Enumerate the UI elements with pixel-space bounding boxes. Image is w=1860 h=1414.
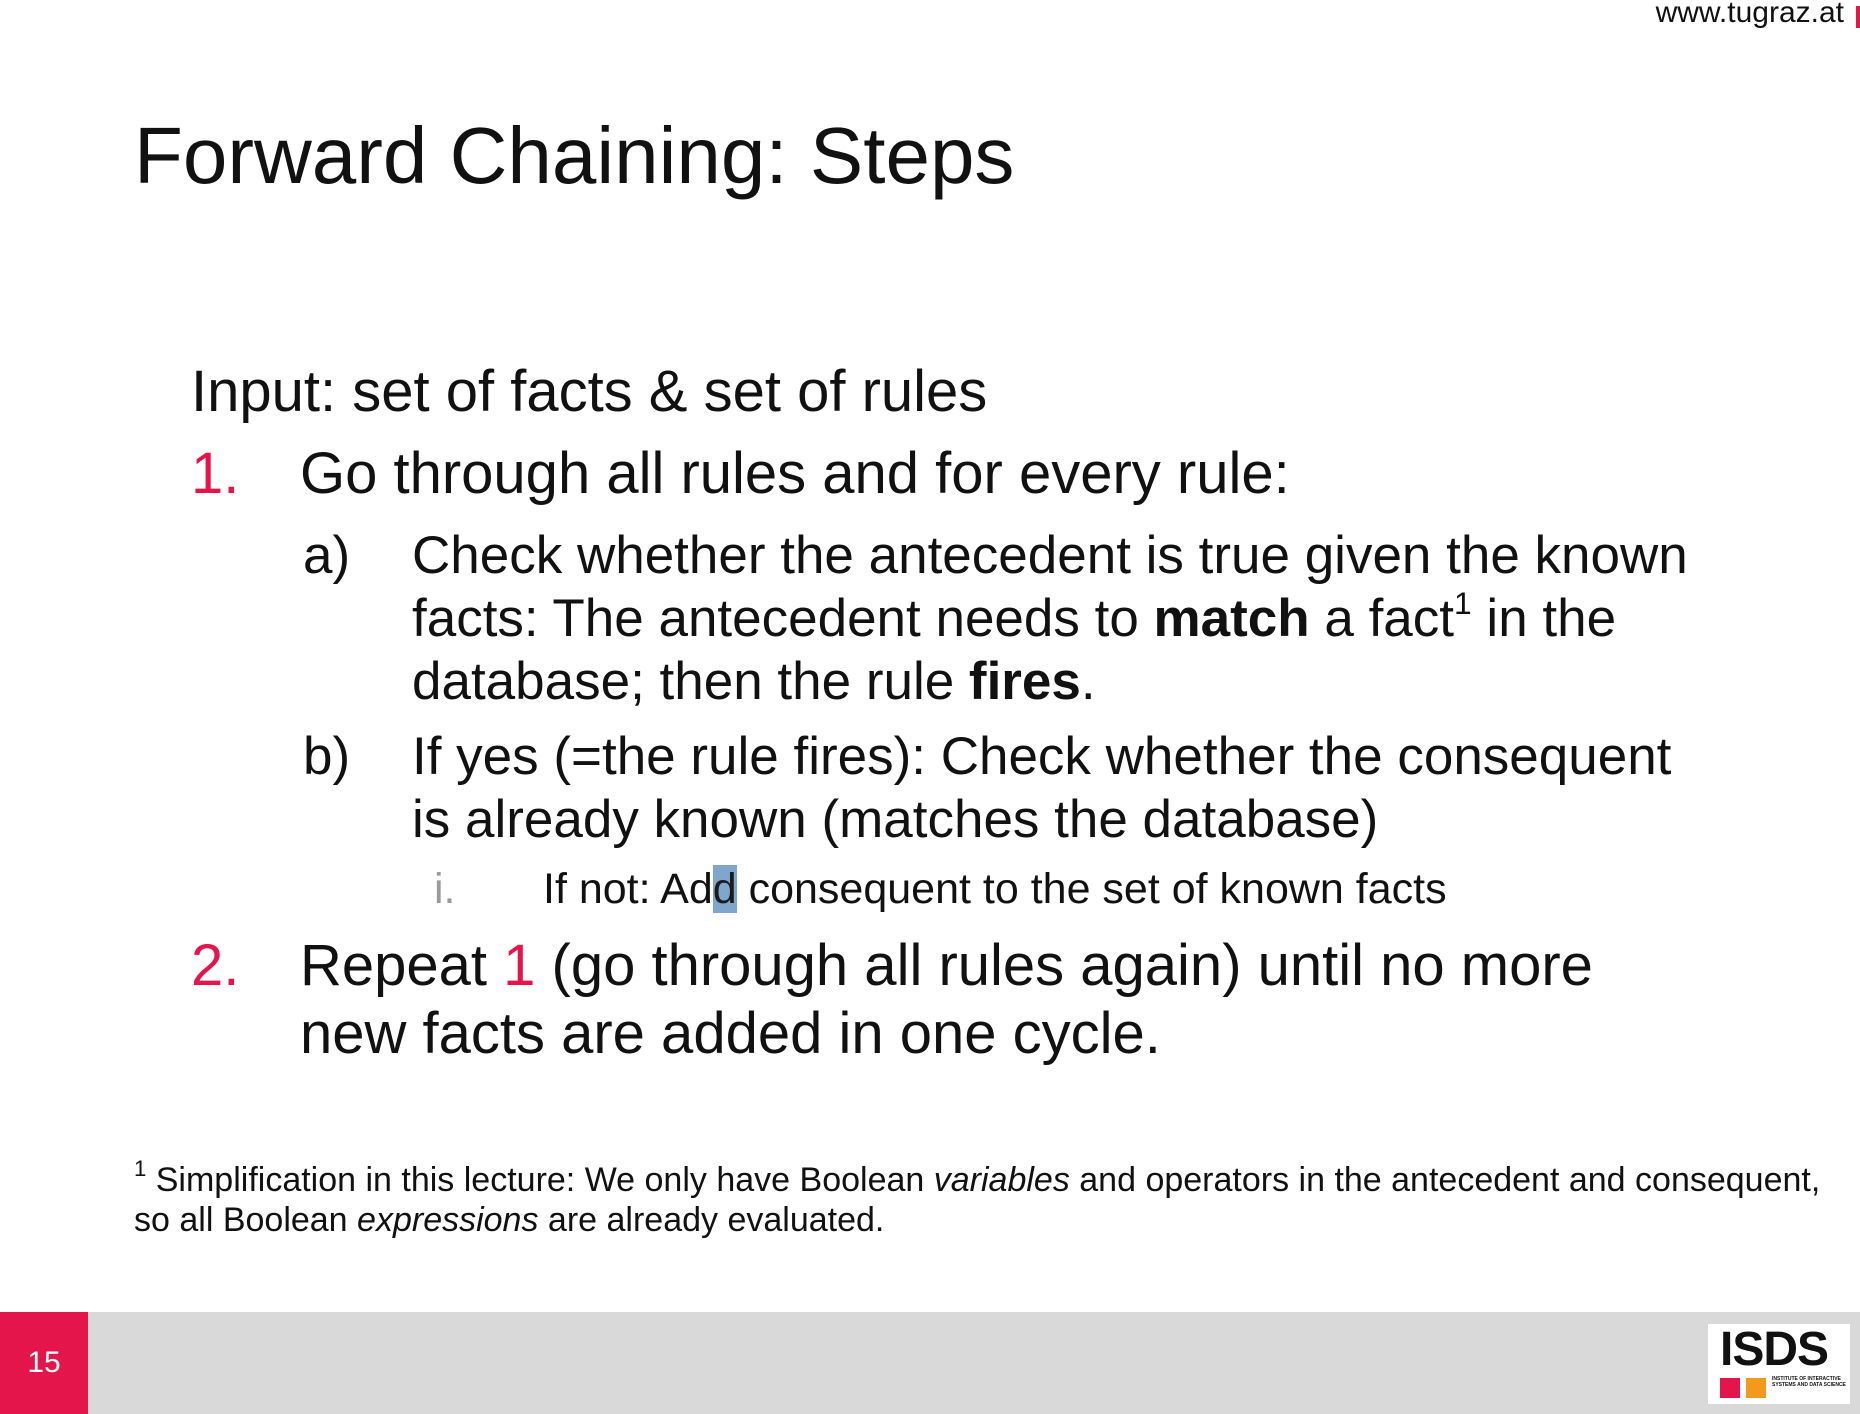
step1a-line2 [412,585,1617,649]
step2-line1-post: (go through all rules again) until no more [535,933,1593,998]
footnote-ref: 1 [1454,585,1472,622]
step1bi-text-post: consequent to the set of known facts [736,865,1447,913]
step1bi-text[interactable] [543,865,1447,914]
logo-subtitle: INSTITUTE OF INTERACTIVE SYSTEMS AND DATA SCIENCE [1772,1376,1846,1388]
step1a-line3-post: . [1080,652,1096,711]
step1a-line2-post: in the [1471,589,1617,648]
step1a-line1: Check whether the antecedent is true given the known [412,526,1688,585]
page-number: 15 [27,1346,61,1379]
step1a-line3-pre: database; then the rule [412,652,969,711]
step1a-letter: a) [303,526,351,585]
match-term: match [1153,589,1310,648]
step1a-line2-pre: facts: The antecedent needs to [412,589,1154,648]
footnote-italic-expressions: expressions [357,1201,539,1239]
footnote-marker: 1 [134,1156,147,1182]
footnote-part3: are already evaluated. [538,1201,885,1239]
footer-bar [0,1312,1860,1414]
logo-square-orange [1746,1378,1766,1398]
step1bi-text-pre: If not: Ad [543,865,713,913]
step1b-line2: is already known (matches the database) [412,790,1379,849]
step2-number: 2. [191,933,240,998]
footnote [134,1156,1834,1240]
isds-logo [1708,1324,1850,1404]
footnote-italic-variables: variables [933,1161,1070,1199]
step-ref: 1 [503,933,536,998]
logo-wordmark: ISDS [1720,1323,1829,1376]
url-accent-mark [1856,6,1860,28]
logo-square-red [1720,1378,1740,1398]
step2-line2: new facts are added in one cycle. [300,1001,1161,1066]
step1a-line2-mid: a fact [1309,589,1455,648]
step1b-line1: If yes (=the rule fires): Check whether the consequent [412,727,1672,786]
step1bi-numeral: i. [434,865,456,913]
input-line: Input: set of facts & set of rules [191,359,988,424]
site-url[interactable]: www.tugraz.at [1655,0,1844,29]
text-selection-highlight[interactable]: d [712,865,737,913]
footnote-part2: and operators in the antecedent and consequent, so all Boolean [134,1161,1821,1239]
footnote-part1: Simplification in this lecture: We only have Boolean [146,1161,934,1199]
step1-text: Go through all rules and for every rule: [300,441,1290,506]
step1-number: 1. [191,441,240,506]
step2-line1-pre: Repeat [300,933,504,998]
step1a-line3 [412,651,1096,712]
step1b-letter: b) [303,727,351,786]
page-number-badge [0,1312,88,1414]
fires-term: fires [968,652,1081,711]
slide-title: Forward Chaining: Steps [134,111,1015,200]
step2-line1 [300,932,1593,999]
